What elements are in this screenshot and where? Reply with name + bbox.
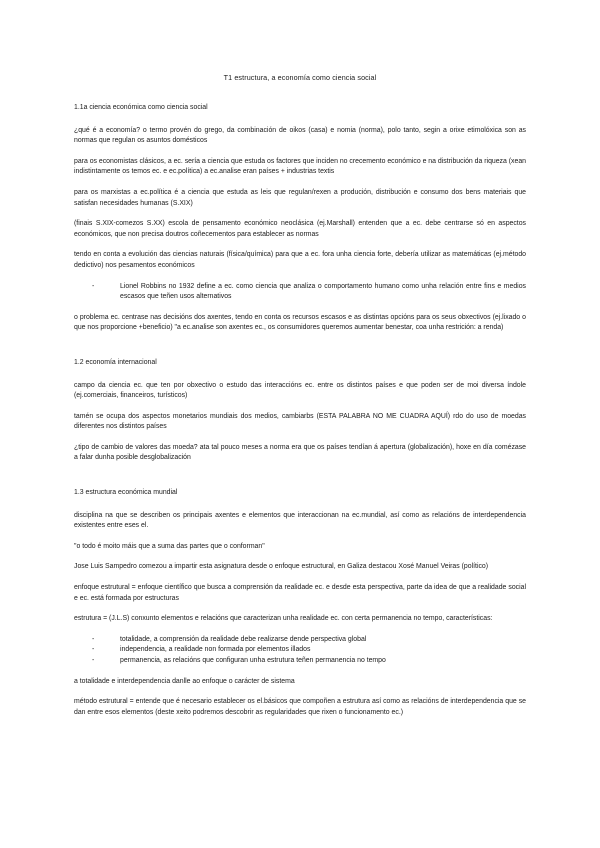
- section-heading-1-3: 1.3 estructura económica mundial: [74, 489, 178, 497]
- bullet-list: [74, 635, 526, 667]
- section-heading-1-1: 1.1a ciencia económica como ciencia social: [74, 104, 208, 111]
- paragraph: Jose Luis Sampedro comezou a impartir esta asignatura desde o enfoque estructural, en Galiza destacou Xosé Manuel Veiras (político): [74, 563, 489, 571]
- paragraph: a totalidade e interdependencia danlle ao enfoque o carácter de sistema: [74, 677, 295, 685]
- document-title: T1 estructura, a economía como ciencia social: [223, 73, 377, 82]
- paragraph: o problema ec. centrase nas decisións dos axentes, tendo en conta os recursos escasos e as distintas opcións para os seus obxectivos (ej.lixado o que nos proporcione +beneficio) "a ec.analise son axentes ec., os consumidores queremos aumentar benestar, coa unha restrición: a renda): [74, 313, 526, 332]
- document-body: [74, 103, 526, 718]
- paragraph: ¿tipo de cambio de valores das moeda? ata tal pouco meses a norma era que os países tendían á apertura (globalización), hoxe en día comézase a falar dunha posible desglobalización: [74, 443, 526, 462]
- list-item: - totalidade, a comprensión da realidade debe realizarse dende perspectiva global: [92, 635, 526, 646]
- bullet-list: [74, 282, 526, 303]
- paragraph: estrutura = (J.L.S) conxunto elementos e relacións que caracterizan unha realidade ec. con certa permanencia no tempo, características:: [74, 615, 493, 623]
- list-item: - independencia, a realidade non formada por elementos illados: [92, 645, 526, 656]
- quote-paragraph: "o todo é moito máis que a suma das partes que o conforman": [74, 542, 265, 550]
- section-heading-1-2: 1.2 economía internacional: [74, 358, 157, 366]
- paragraph: disciplina na que se describen os principais axentes e elementos que interaccionan na ec.mundial, así como as relacións de interdependencia existentes entre eses el.: [74, 511, 526, 530]
- paragraph: para os economistas clásicos, a ec. sería a ciencia que estuda os factores que inciden no crecemento económico e na distribución da riqueza (xean indistintamente os temos ec. e ec.política) a ec.analise eran países + industrias textis: [74, 157, 526, 176]
- list-item: - permanencia, as relacións que configuran unha estrutura teñen permanencia no tempo: [92, 656, 526, 667]
- paragraph: método estrutural = entende que é necesario establecer os el.básicos que compoñen a estrutura así como as relacións de interdependencia que se dan entre esos elementos (deste xeito podremos descobrir as regularidades que rixen o funcionamento ec.): [74, 698, 526, 716]
- paragraph: (finais S.XIX-comezos S.XX) escola de pensamento económico neoclásica (ej.Marshall) entenden que a ec. debe centrarse só en aspectos económicos, que non precisa doutros coñecementos para establecer as normas: [74, 220, 526, 238]
- paragraph: tamén se ocupa dos aspectos monetarios mundiais dos medios, cambiarbs (ESTA PALABRA NO ME CUADRA AQUÍ) rdo do uso de moedas diferentes nos distintos países: [74, 412, 526, 431]
- paragraph: para os marxistas a ec.política é a ciencia que estuda as leis que regulan/rexen a produción, distribución e consumo dos bens materiais que satisfan necesidades humanas (S.XIX): [74, 188, 526, 207]
- list-item: - Lionel Robbins no 1932 define a ec. como ciencia que analiza o comportamento humano como unha relación entre fins e medios escasos que teñen usos alternativos: [92, 282, 526, 303]
- paragraph: tendo en conta a evolución das ciencias naturais (física/química) para que a ec. fora unha ciencia forte, debería utilizar as matemáticas (ej.método dedictivo) nos pesamentos económicos: [74, 251, 526, 269]
- paragraph: ¿qué é a economía? o termo provén do grego, da combinación de oikos (casa) e nomia (norma), polo tanto, segin a orixe etimolóxica son as normas que regulan os asuntos domésticos: [74, 126, 526, 145]
- paragraph: campo da ciencia ec. que ten por obxectivo o estudo das interaccións ec. entre os distintos países e que poden ser de moi diversa índole (ej.comerciais, financeiros, turísticos): [74, 381, 526, 400]
- paragraph: enfoque estrutural = enfoque científico que busca a comprensión da realidade ec. e desde esta perspectiva, parte da idea de que a realidade social e ec. está formada por estructuras: [74, 584, 526, 602]
